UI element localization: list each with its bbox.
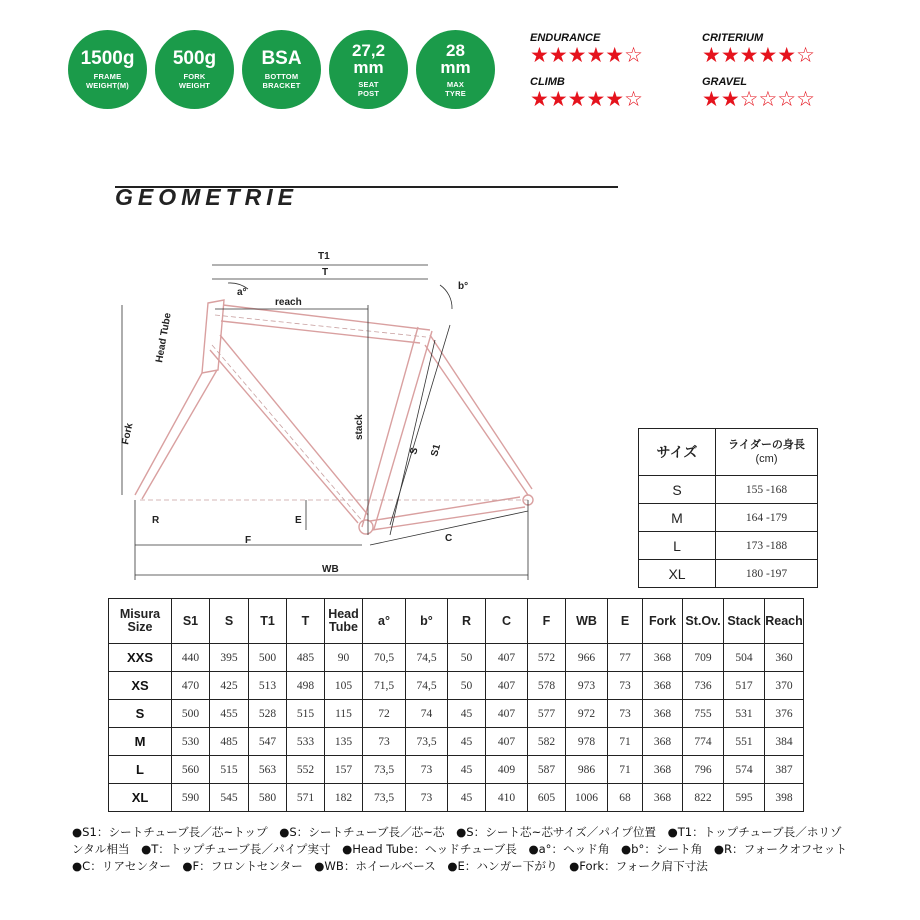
table-cell: 577 [528,700,566,728]
badge-max-tyre [416,30,495,109]
table-cell: 978 [566,728,608,756]
size-label: S [109,700,172,728]
label-wb: WB [322,564,339,575]
table-cell: 368 [643,644,683,672]
table-cell: 182 [325,784,363,812]
table-cell: 605 [528,784,566,812]
table-cell: 368 [643,784,683,812]
column-header: T1 [249,599,287,644]
rider-header-height [716,429,818,476]
table-row [109,756,804,784]
table-row [639,476,818,504]
table-cell: 500 [172,700,210,728]
table-cell: 72 [363,700,406,728]
table-cell: 1006 [566,784,608,812]
table-cell: 455 [210,700,249,728]
table-cell: 590 [172,784,210,812]
table-cell: 368 [643,700,683,728]
badge-fork-weight [155,30,234,109]
table-cell: 135 [325,728,363,756]
label-f: F [245,535,252,546]
table-cell: 485 [287,644,325,672]
column-header: Misura Size [119,607,161,634]
size-label: XS [109,672,172,700]
table-row [109,644,804,672]
table-cell: 407 [486,700,528,728]
badge-value: BSA [261,48,302,69]
table-cell: 582 [528,728,566,756]
table-cell: 70,5 [363,644,406,672]
table-cell: 395 [210,644,249,672]
table-cell: 774 [683,728,724,756]
dimension-lines [122,265,528,580]
badge-frame-weight [68,30,147,109]
column-header: Reach [765,599,804,644]
rider-size: S [639,476,716,504]
table-cell: 498 [287,672,325,700]
table-cell: 552 [287,756,325,784]
badge-caption: BOTTOM BRACKET [262,72,301,90]
rider-size: M [639,504,716,532]
table-row [639,560,818,588]
table-cell: 973 [566,672,608,700]
table-cell: 73 [363,728,406,756]
size-label: XL [109,784,172,812]
table-cell: 986 [566,756,608,784]
table-cell: 73 [608,672,643,700]
table-cell: 73,5 [363,784,406,812]
table-cell: 398 [765,784,804,812]
badge-seat-post [329,30,408,109]
column-header: Stack [724,599,765,644]
table-cell: 368 [643,728,683,756]
table-cell: 571 [287,784,325,812]
badge-caption: SEAT POST [357,79,380,98]
label-r: R [152,515,160,526]
label-stack: stack [354,414,365,440]
rider-range: 155 -168 [716,476,818,504]
label-head-tube: Head Tube [154,311,174,364]
column-header: E [608,599,643,644]
table-row [109,700,804,728]
label-t: T [322,267,329,278]
table-cell: 368 [643,756,683,784]
column-header: St.Ov. [683,599,724,644]
table-row [639,532,818,560]
badge-caption: FORK WEIGHT [178,72,211,90]
table-cell: 796 [683,756,724,784]
rating-stars: ★★☆☆☆☆ [702,87,815,111]
table-cell: 515 [210,756,249,784]
badge-value: 28 mm [440,40,471,77]
table-cell: 45 [448,756,486,784]
table-cell: 73,5 [363,756,406,784]
table-cell: 45 [448,728,486,756]
badge-caption: FRAME WEIGHT(M) [85,72,130,90]
table-cell: 410 [486,784,528,812]
table-cell: 572 [528,644,566,672]
label-s1: S1 [429,443,444,458]
table-cell: 74,5 [406,644,448,672]
rating-name: CRITERIUM [702,32,764,44]
label-t1: T1 [318,251,330,262]
table-row [109,728,804,756]
rider-range: 180 -197 [716,560,818,588]
column-header: C [486,599,528,644]
rating-climb [530,76,643,110]
column-header: F [528,599,566,644]
table-cell: 547 [249,728,287,756]
rider-height-table [638,428,818,588]
label-head-angle: a° [237,287,247,298]
label-fork: Fork [120,422,136,446]
table-row [109,784,804,812]
column-header: WB [566,599,608,644]
table-cell: 74 [406,700,448,728]
badge-caption: MAX TYRE [445,79,466,98]
table-cell: 504 [724,644,765,672]
size-label: M [109,728,172,756]
table-cell: 440 [172,644,210,672]
table-cell: 115 [325,700,363,728]
label-s: S [408,446,421,456]
table-row [109,672,804,700]
label-seat-angle: b° [458,281,469,292]
column-header: Head Tube [325,599,363,644]
rider-size: XL [639,560,716,588]
table-cell: 370 [765,672,804,700]
table-cell: 560 [172,756,210,784]
badge-value: 27,2 mm [351,40,386,77]
rider-header-line2: (cm) [755,453,778,465]
table-cell: 545 [210,784,249,812]
column-header: S1 [172,599,210,644]
frame-outline [135,300,533,534]
table-cell: 528 [249,700,287,728]
table-cell: 157 [325,756,363,784]
table-cell: 45 [448,784,486,812]
badge-value: 500g [172,48,217,69]
table-cell: 387 [765,756,804,784]
table-cell: 407 [486,728,528,756]
table-cell: 500 [249,644,287,672]
rider-header-line1: ライダーの身長 [728,439,805,451]
table-cell: 71,5 [363,672,406,700]
table-cell: 574 [724,756,765,784]
column-header: Fork [643,599,683,644]
center-lines [140,315,528,523]
table-cell: 409 [486,756,528,784]
rating-gravel [702,76,815,110]
table-row [639,429,818,476]
rating-name: CLIMB [530,76,565,88]
rating-stars: ★★★★★☆ [530,43,643,67]
rating-stars: ★★★★★☆ [530,87,643,111]
table-cell: 90 [325,644,363,672]
table-cell: 50 [448,644,486,672]
badge-bottom-bracket [242,30,321,109]
rider-header-size: サイズ [639,429,716,476]
size-label: XXS [109,644,172,672]
geometry-title: GEOMETRIE [115,184,299,210]
table-cell: 587 [528,756,566,784]
table-cell: 517 [724,672,765,700]
table-cell: 360 [765,644,804,672]
table-cell: 966 [566,644,608,672]
rider-size: L [639,532,716,560]
frame-geometry-diagram [100,245,540,590]
table-cell: 45 [448,700,486,728]
table-row [639,504,818,532]
table-cell: 578 [528,672,566,700]
table-cell: 105 [325,672,363,700]
badge-value: 1500g [80,48,135,69]
column-header: T [287,599,325,644]
table-cell: 822 [683,784,724,812]
table-cell: 709 [683,644,724,672]
column-header: a° [363,599,406,644]
table-cell: 595 [724,784,765,812]
table-cell: 515 [287,700,325,728]
table-cell: 74,5 [406,672,448,700]
table-cell: 551 [724,728,765,756]
rating-stars: ★★★★★☆ [702,43,815,67]
spec-badges [68,30,495,109]
table-cell: 531 [724,700,765,728]
label-c: C [445,533,453,544]
rider-range: 164 -179 [716,504,818,532]
table-cell: 77 [608,644,643,672]
table-cell: 73 [608,700,643,728]
label-e: E [295,515,302,526]
table-cell: 376 [765,700,804,728]
size-label: L [109,756,172,784]
table-cell: 73 [406,756,448,784]
table-cell: 407 [486,672,528,700]
table-cell: 470 [172,672,210,700]
rating-name: GRAVEL [702,76,748,88]
table-cell: 755 [683,700,724,728]
label-reach: reach [275,297,302,308]
rider-range: 173 -188 [716,532,818,560]
table-cell: 73,5 [406,728,448,756]
column-header: S [210,599,249,644]
table-cell: 485 [210,728,249,756]
size-geometry-table [108,598,804,812]
table-cell: 425 [210,672,249,700]
table-cell: 513 [249,672,287,700]
column-header: R [448,599,486,644]
table-cell: 563 [249,756,287,784]
table-cell: 580 [249,784,287,812]
table-cell: 407 [486,644,528,672]
rating-endurance [530,32,643,66]
rating-criterium [702,32,815,66]
definitions-note: ●S1：シートチューブ長／芯~トップ ●S：シートチューブ長／芯~芯 ●S：シート芯~芯サイズ／パイプ位置 ●T1：トップチューブ長／ホリゾンタル相当 ●T：トップチューブ長／パイプ実寸 ●Head Tube：ヘッドチューブ長 ●a°：ヘッド角 ●b°：シート角 ●R：フォークオフセット ●C：リアセンター ●F：フロントセンター ●WB：ホイールベース ●E：ハンガー下がり ●Fork：フォーク肩下寸法 [72,825,859,873]
table-cell: 68 [608,784,643,812]
table-cell: 530 [172,728,210,756]
table-cell: 50 [448,672,486,700]
table-cell: 71 [608,728,643,756]
table-cell: 368 [643,672,683,700]
table-header-row [109,599,804,644]
table-cell: 73 [406,784,448,812]
table-cell: 972 [566,700,608,728]
column-header: b° [406,599,448,644]
ratings [530,30,870,120]
table-cell: 736 [683,672,724,700]
table-cell: 71 [608,756,643,784]
table-cell: 533 [287,728,325,756]
rating-name: ENDURANCE [530,32,601,44]
table-cell: 384 [765,728,804,756]
